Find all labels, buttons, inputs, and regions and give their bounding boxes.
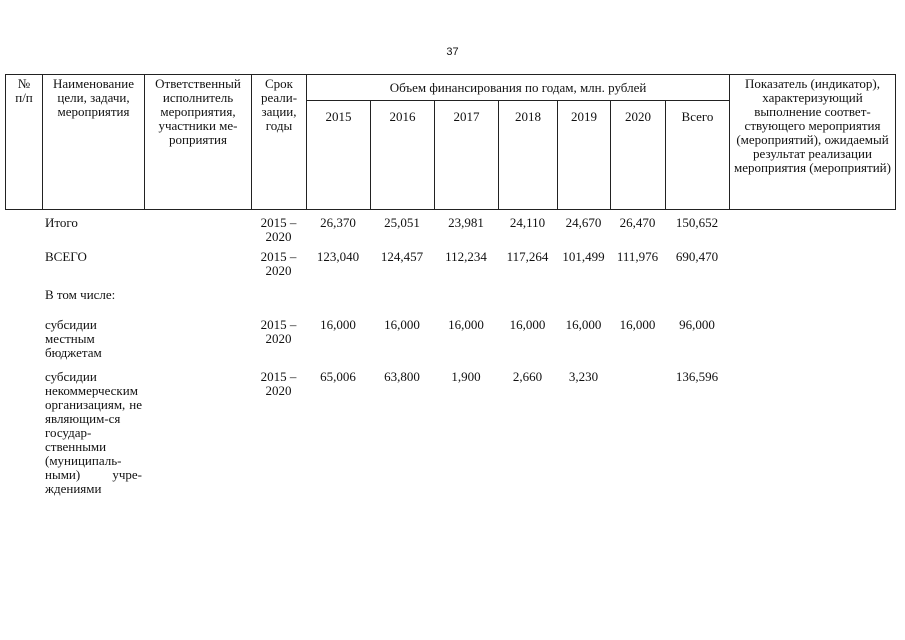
value-total: 96,000: [679, 317, 715, 332]
value-2020: 26,470: [619, 215, 656, 230]
table-row-itogo: [5, 212, 895, 248]
header-responsible: Ответственный исполнитель мероприятия, участники ме-роприятия: [145, 75, 252, 210]
header-year-2016: 2016: [371, 101, 435, 210]
value-2017: 23,981: [448, 215, 484, 230]
value-2019: 101,499: [562, 249, 605, 264]
header-total: Всего: [666, 101, 730, 210]
table-row-subsidies-nonprofit: [5, 368, 895, 502]
row-responsible: [144, 368, 251, 502]
value-2018: 2,660: [512, 369, 543, 384]
value-2019: 3,230: [568, 369, 599, 384]
header-year-2020: 2020: [611, 101, 666, 210]
row-period: 2015 – 2020: [260, 215, 297, 244]
value-2016: 16,000: [384, 317, 420, 332]
row-period: 2015 – 2020: [260, 249, 297, 278]
value-2018: 117,264: [506, 249, 549, 264]
row-name: субсидии некоммерческим организациям, не являющим-ся государ-ственными (муниципаль-ными) учре-ждениями: [45, 369, 142, 496]
row-period: 2015 – 2020: [260, 317, 297, 346]
value-2017: 1,900: [451, 369, 481, 384]
header-num: № п/п: [6, 75, 43, 210]
row-indicator: [729, 248, 895, 286]
row-name: В том числе:: [45, 287, 116, 302]
value-2016: 124,457: [380, 249, 424, 264]
row-indicator: [729, 212, 895, 248]
row-indicator: [729, 368, 895, 502]
row-indicator: [729, 308, 895, 368]
value-2015: 26,370: [320, 215, 356, 230]
page-number: 37: [446, 46, 459, 58]
value-2020: 16,000: [619, 317, 656, 332]
table-row-vsego: [5, 248, 895, 286]
table-row-v-tom-chisle: [5, 286, 895, 308]
header-year-2017: 2017: [435, 101, 499, 210]
value-2017: 16,000: [448, 317, 484, 332]
header-period: Срок реали-зации, годы: [252, 75, 307, 210]
header-year-2015: 2015: [307, 101, 371, 210]
row-responsible: [144, 308, 251, 368]
value-2018: 24,110: [509, 215, 546, 230]
value-2015: 65,006: [320, 369, 356, 384]
row-responsible: [144, 212, 251, 248]
header-year-2019: 2019: [558, 101, 611, 210]
value-2020: 111,976: [616, 249, 659, 264]
value-total: 690,470: [675, 249, 719, 264]
table-header: [5, 74, 896, 210]
header-year-2018: 2018: [499, 101, 558, 210]
value-2020: [610, 368, 665, 502]
value-2019: 24,670: [565, 215, 602, 230]
row-name: Итого: [45, 215, 78, 230]
table-row-subsidies-local: [5, 308, 895, 368]
value-2015: 123,040: [316, 249, 360, 264]
row-responsible: [144, 248, 251, 286]
value-2016: 63,800: [384, 369, 420, 384]
value-2018: 16,000: [509, 317, 546, 332]
row-empty: [144, 286, 895, 308]
row-period: 2015 – 2020: [260, 369, 297, 398]
value-2017: 112,234: [445, 249, 487, 264]
row-name: субсидии местным бюджетам: [45, 317, 102, 360]
table-body: [5, 212, 895, 502]
value-total: 150,652: [675, 215, 719, 230]
header-indicator: Показатель (индикатор), характеризующий выполнение соответ-ствующего мероприятия (мероприятий), ожидаемый результат реализации мероприятия (мероприятий): [730, 75, 896, 210]
header-funding: Объем финансирования по годам, млн. рублей: [307, 75, 730, 101]
row-name: ВСЕГО: [45, 249, 87, 264]
value-2015: 16,000: [320, 317, 356, 332]
value-2016: 25,051: [384, 215, 420, 230]
header-name: Наименование цели, задачи, мероприятия: [43, 75, 145, 210]
value-total: 136,596: [675, 369, 719, 384]
value-2019: 16,000: [565, 317, 602, 332]
